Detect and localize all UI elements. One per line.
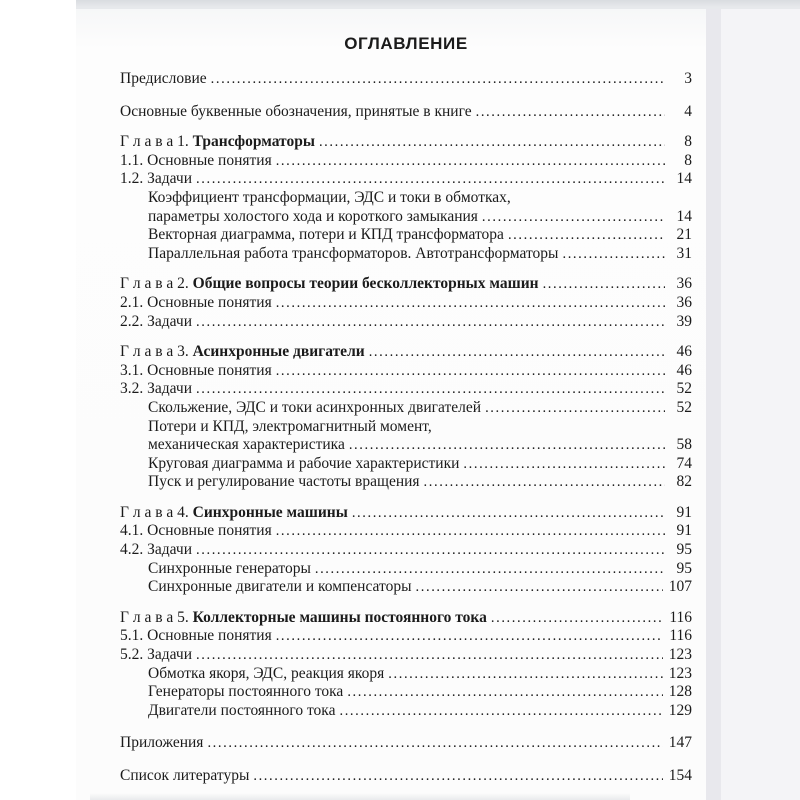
dot-leader: [491, 609, 663, 628]
toc-entry-label: Асинхронные двигатели: [192, 343, 365, 361]
toc-entry-label: Синхронные двигатели и компенсаторы: [148, 578, 412, 596]
toc-entry: [120, 646, 692, 665]
toc-entry-page: 39: [676, 312, 692, 330]
dot-leader: [196, 313, 665, 332]
dot-leader: [352, 504, 665, 523]
right-background: [721, 9, 800, 800]
dot-leader: [349, 436, 665, 455]
chapter-prefix: Г л а в а 1.: [120, 133, 193, 151]
toc-entry: [120, 380, 692, 399]
toc-entry: [120, 399, 692, 418]
toc-entry: [120, 362, 692, 381]
page-content: [76, 9, 706, 786]
dot-leader: [207, 734, 662, 753]
toc-entry-page: 91: [676, 522, 692, 540]
dot-leader: [508, 226, 665, 245]
toc-entry: [120, 418, 692, 437]
dot-leader: [562, 245, 665, 264]
toc-entry-label: Параллельная работа трансформаторов. Автотрансформаторы: [148, 244, 559, 262]
toc-entry-label: механическая характеристика: [148, 436, 345, 454]
toc-entry: [120, 767, 692, 786]
toc-entry-label: Потери и КПД, электромагнитный момент,: [148, 417, 432, 435]
toc-entry: [120, 522, 692, 541]
toc-entry-label: Приложения: [120, 734, 204, 752]
chapter-prefix: Г л а в а 3.: [120, 343, 193, 361]
dot-leader: [424, 473, 665, 492]
chapter-prefix: Г л а в а 5.: [120, 608, 193, 626]
dot-leader: [463, 455, 665, 474]
toc-entry: [120, 541, 692, 560]
toc-entry-label: 4.2. Задачи: [120, 541, 193, 559]
toc-entry: [120, 313, 692, 332]
bottom-edge-shadow: [90, 793, 630, 800]
toc-entry: [120, 609, 692, 628]
dot-leader: [196, 646, 663, 665]
toc-entry: [120, 133, 692, 152]
toc-entry-label: Генераторы постоянного тока: [148, 683, 344, 701]
toc-entry: [120, 504, 692, 523]
toc-entry: [120, 152, 692, 171]
toc-entry-page: 14: [676, 170, 692, 188]
toc-entry-label: Список литературы: [120, 767, 250, 784]
toc-entry-label: 2.2. Задачи: [120, 312, 193, 330]
toc-entry-label: Синхронные генераторы: [148, 559, 311, 577]
toc-entry: [120, 734, 692, 753]
toc-entry-label: Предисловие: [120, 70, 207, 87]
toc-entry-page: 147: [668, 734, 692, 752]
chapter-prefix: Г л а в а 4.: [120, 503, 193, 521]
dot-leader: [319, 133, 665, 152]
toc-entry: [120, 473, 692, 492]
toc-entry: [120, 275, 692, 294]
top-edge-shadow: [76, 0, 800, 9]
toc-entry-label: Коэффициент трансформации, ЭДС и токи в обмотках,: [148, 188, 511, 206]
dot-leader: [369, 343, 665, 362]
dot-leader: [476, 103, 665, 122]
toc-entry-label: Синхронные машины: [192, 503, 348, 521]
dot-leader: [276, 522, 665, 541]
dot-leader: [276, 152, 665, 171]
toc-entry-page: 116: [669, 627, 692, 645]
toc-entry: [120, 208, 692, 227]
toc-entry-page: 74: [676, 454, 692, 472]
toc-entry-page: 123: [668, 646, 692, 664]
dot-leader: [276, 362, 665, 381]
toc-entry-page: 123: [668, 664, 692, 682]
toc-entry-page: 36: [676, 293, 692, 311]
dot-leader: [276, 294, 665, 313]
toc-entry: [120, 627, 692, 646]
toc-entry: [120, 103, 692, 122]
toc-entry-label: Общие вопросы теории бесколлекторных машин: [192, 275, 539, 293]
toc-entry-label: Коллекторные машины постоянного тока: [192, 608, 487, 626]
toc-entry-page: 21: [676, 226, 692, 244]
page-title: ОГЛАВЛЕНИЕ: [344, 34, 468, 53]
dot-leader: [315, 560, 665, 579]
right-page-edge: [706, 9, 721, 800]
dot-leader: [196, 170, 665, 189]
toc-entry-label: Векторная диаграмма, потери и КПД трансформатора: [148, 226, 504, 244]
toc-entry-label: Обмотка якоря, ЭДС, реакция якоря: [148, 664, 385, 682]
toc-entry-page: 46: [676, 343, 692, 361]
toc-entry-page: 52: [676, 380, 692, 398]
toc-entry-label: 2.1. Основные понятия: [120, 293, 272, 311]
toc-entry-label: Скольжение, ЭДС и токи асинхронных двигателей: [148, 398, 482, 416]
dot-leader: [543, 275, 665, 294]
toc-entry: [120, 245, 692, 264]
toc-entry-label: параметры холостого хода и короткого замыкания: [148, 207, 478, 225]
toc-entry-page: 31: [676, 244, 692, 262]
dot-leader: [339, 702, 662, 721]
toc-entry: [120, 683, 692, 702]
toc-entry-page: 52: [676, 398, 692, 416]
toc-entry-label: 1.1. Основные понятия: [120, 151, 272, 169]
toc-entry-page: 129: [668, 701, 692, 719]
toc-entry: [120, 294, 692, 313]
toc-entry: [120, 189, 692, 208]
toc-entry-label: Основные буквенные обозначения, принятые в книге: [120, 102, 472, 120]
toc-entry-page: 154: [668, 767, 692, 784]
toc-entry-page: 95: [676, 541, 692, 559]
toc-entry: [120, 70, 692, 89]
toc-entry-label: 3.2. Задачи: [120, 380, 193, 398]
toc-entry-page: 107: [668, 578, 692, 596]
chapter-prefix: Г л а в а 2.: [120, 275, 193, 293]
toc-entry: [120, 343, 692, 362]
toc-entry: [120, 455, 692, 474]
dot-leader: [482, 208, 665, 227]
toc-entry: [120, 702, 692, 721]
toc-entry-page: 3: [684, 70, 692, 87]
dot-leader: [253, 767, 662, 786]
toc-entry-page: 4: [684, 102, 692, 120]
toc-entry-label: 5.2. Задачи: [120, 646, 193, 664]
dot-leader: [211, 70, 665, 89]
toc-entry-page: 14: [676, 207, 692, 225]
toc-entry-label: Трансформаторы: [192, 133, 315, 151]
dot-leader: [196, 541, 665, 560]
toc-entry-page: 8: [684, 151, 692, 169]
toc-entry-label: Круговая диаграмма и рабочие характеристики: [148, 454, 460, 472]
toc-entry-label: 4.1. Основные понятия: [120, 522, 272, 540]
toc-entry-page: 58: [676, 436, 692, 454]
toc-entry: [120, 170, 692, 189]
toc-entry-label: 5.1. Основные понятия: [120, 627, 272, 645]
toc-entry: [120, 226, 692, 245]
toc-entry: [120, 436, 692, 455]
toc-entry-label: 1.2. Задачи: [120, 170, 193, 188]
toc-entry-label: Пуск и регулирование частоты вращения: [148, 473, 420, 491]
dot-leader: [388, 665, 662, 684]
toc-entry-page: 116: [669, 608, 692, 626]
toc-entry-page: 128: [668, 683, 692, 701]
toc-list: [120, 70, 692, 786]
dot-leader: [196, 380, 665, 399]
toc-entry-page: 36: [676, 275, 692, 293]
toc-entry: [120, 665, 692, 684]
dot-leader: [416, 578, 663, 597]
toc-entry-page: 91: [676, 503, 692, 521]
dot-leader: [347, 683, 662, 702]
toc-entry-label: Двигатели постоянного тока: [148, 701, 336, 719]
toc-entry: [120, 578, 692, 597]
dot-leader: [276, 627, 664, 646]
toc-entry-label: 3.1. Основные понятия: [120, 361, 272, 379]
toc-entry-page: 8: [684, 133, 692, 151]
toc-entry-page: 95: [676, 559, 692, 577]
toc-entry: [120, 560, 692, 579]
toc-entry-page: 82: [676, 473, 692, 491]
toc-entry-page: 46: [676, 361, 692, 379]
dot-leader: [485, 399, 665, 418]
